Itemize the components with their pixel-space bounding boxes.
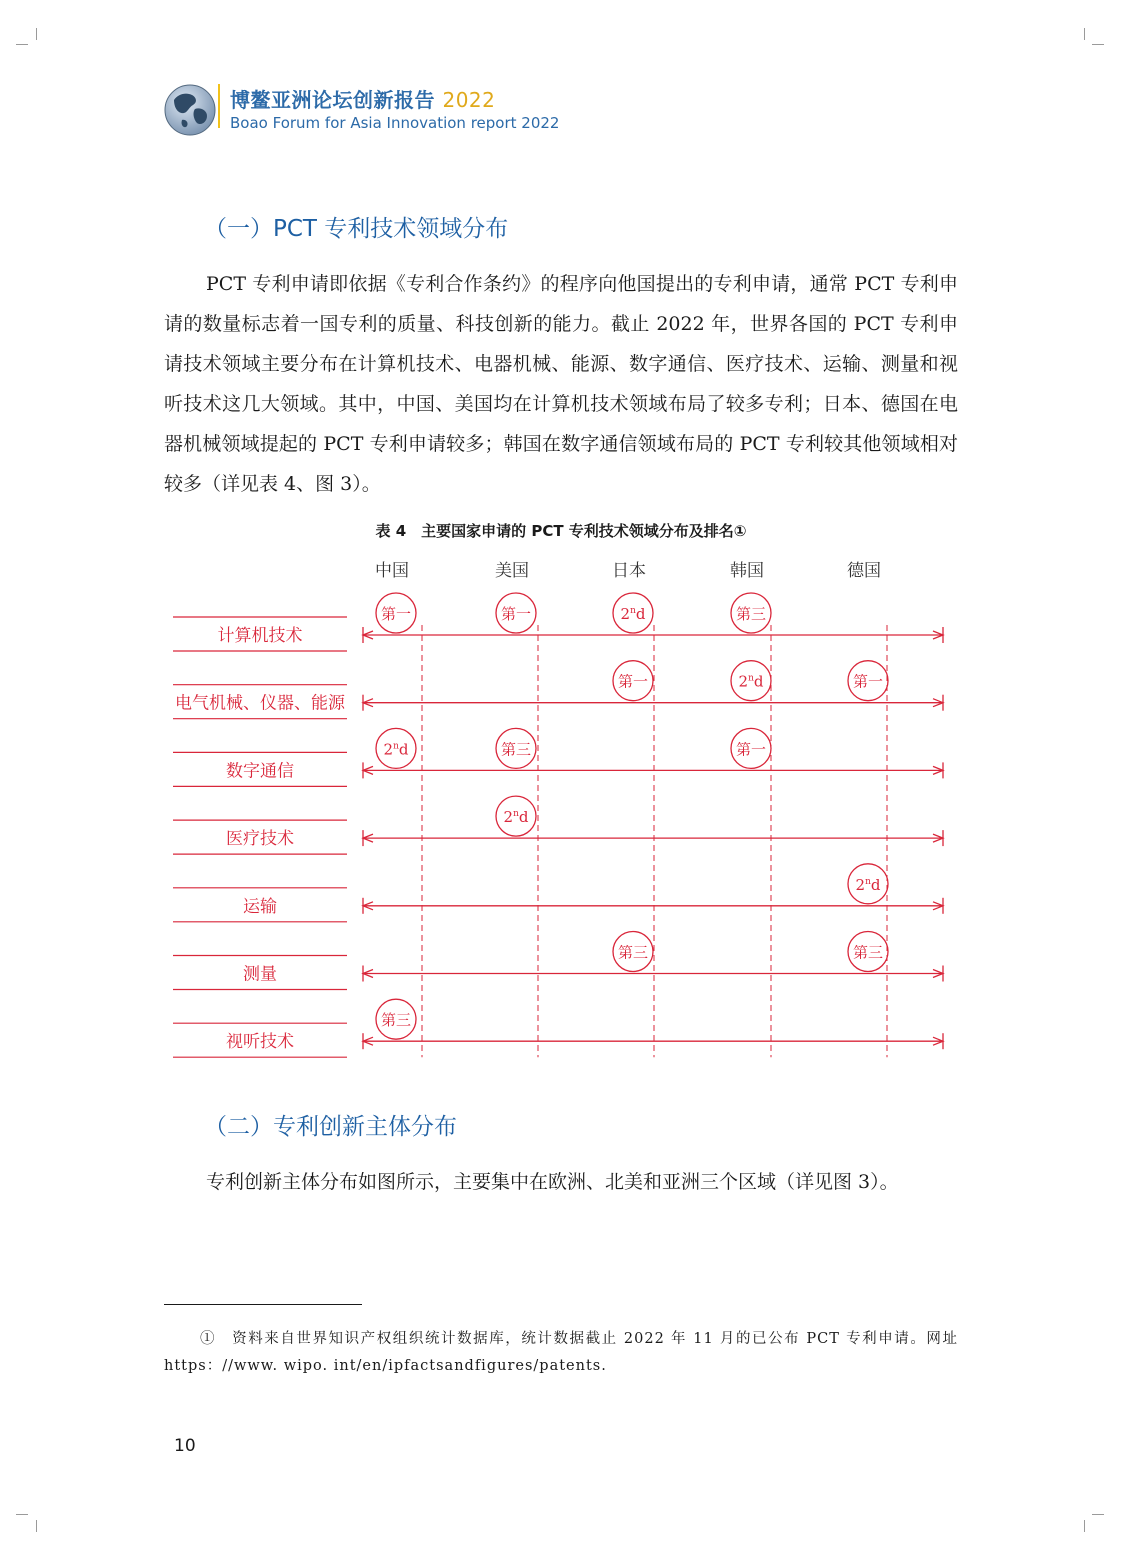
country-header: 德国 bbox=[847, 561, 881, 581]
field-label: 视听技术 bbox=[226, 1032, 294, 1053]
field-label: 运输 bbox=[243, 896, 277, 917]
country-header: 美国 bbox=[495, 561, 529, 581]
header-title: 博鳌亚洲论坛创新报告 2022 bbox=[230, 88, 496, 112]
crop-mark bbox=[16, 1514, 28, 1515]
rank-label: 第三 bbox=[380, 1011, 412, 1030]
section-heading-2: （二）专利创新主体分布 bbox=[204, 1114, 457, 1140]
rank-label: 2$^n$d bbox=[738, 672, 764, 691]
rank-label: 第一 bbox=[735, 740, 767, 759]
header-title-year: 2022 bbox=[442, 88, 496, 112]
footnote-divider bbox=[164, 1304, 362, 1305]
field-label: 医疗技术 bbox=[226, 829, 294, 850]
ranking-chart bbox=[165, 553, 965, 1068]
table-caption: 表 4 主要国家申请的 PCT 专利技术领域分布及排名① bbox=[375, 522, 747, 540]
country-header: 韩国 bbox=[730, 561, 764, 581]
field-label: 测量 bbox=[243, 964, 277, 985]
rank-label: 2$^n$d bbox=[503, 808, 529, 827]
paragraph-1: PCT 专利申请即依据《专利合作条约》的程序向他国提出的专利申请，通常 PCT 专利申请的数量标志着一国专利的质量、科技创新的能力。截止 2022 年，世界各国的 PCT 专利申请技术领域主要分布在计算机技术、电器机械、能源、数字通信、医疗技术、运输、测量和视听技术这几大领域。其中，中国、美国均在计算机技术领域布局了较多专利；日本、德国在电器机械领域提起的 PCT 专利申请较多；韩国在数字通信领域布局的 PCT 专利较其他领域相对较多（详见表 4、图 3）。 bbox=[164, 273, 958, 495]
crop-mark bbox=[1084, 1520, 1085, 1532]
country-header: 日本 bbox=[612, 561, 646, 581]
crop-mark bbox=[36, 28, 37, 40]
footnote: ① 资料来自世界知识产权组织统计数据库，统计数据截止 2022 年 11 月的已公布 PCT 专利申请。网址 https：//www. wipo. int/en/ipfactsandfigures/patents. bbox=[164, 1331, 958, 1374]
field-label: 数字通信 bbox=[226, 761, 294, 782]
crop-mark bbox=[1084, 28, 1085, 40]
crop-mark bbox=[1092, 44, 1104, 45]
crop-mark bbox=[16, 44, 28, 45]
page-number: 10 bbox=[174, 1436, 196, 1456]
paragraph-2: 专利创新主体分布如图所示，主要集中在欧洲、北美和亚洲三个区域（详见图 3）。 bbox=[206, 1171, 899, 1193]
rank-label: 2$^n$d bbox=[855, 875, 881, 894]
rank-label: 第三 bbox=[735, 605, 767, 623]
section-heading-1: （一）PCT 专利技术领域分布 bbox=[204, 216, 509, 242]
rank-label: 第一 bbox=[500, 605, 532, 623]
crop-mark bbox=[36, 1520, 37, 1532]
rank-label: 第三 bbox=[852, 943, 884, 962]
header-subtitle: Boao Forum for Asia Innovation report 2022 bbox=[230, 114, 560, 132]
rank-label: 2$^n$d bbox=[383, 740, 409, 759]
rank-label: 第一 bbox=[617, 672, 649, 691]
header-divider bbox=[218, 84, 220, 128]
rank-label: 第一 bbox=[852, 672, 884, 691]
rank-label: 第三 bbox=[500, 740, 532, 759]
rank-label: 第三 bbox=[617, 943, 649, 962]
rank-label: 第一 bbox=[380, 605, 412, 623]
field-label: 计算机技术 bbox=[217, 626, 303, 646]
rank-label: 2$^n$d bbox=[620, 605, 646, 623]
field-label: 电气机械、仪器、能源 bbox=[175, 693, 345, 714]
globe-logo-icon bbox=[162, 82, 218, 138]
country-header: 中国 bbox=[375, 561, 409, 581]
crop-mark bbox=[1092, 1514, 1104, 1515]
